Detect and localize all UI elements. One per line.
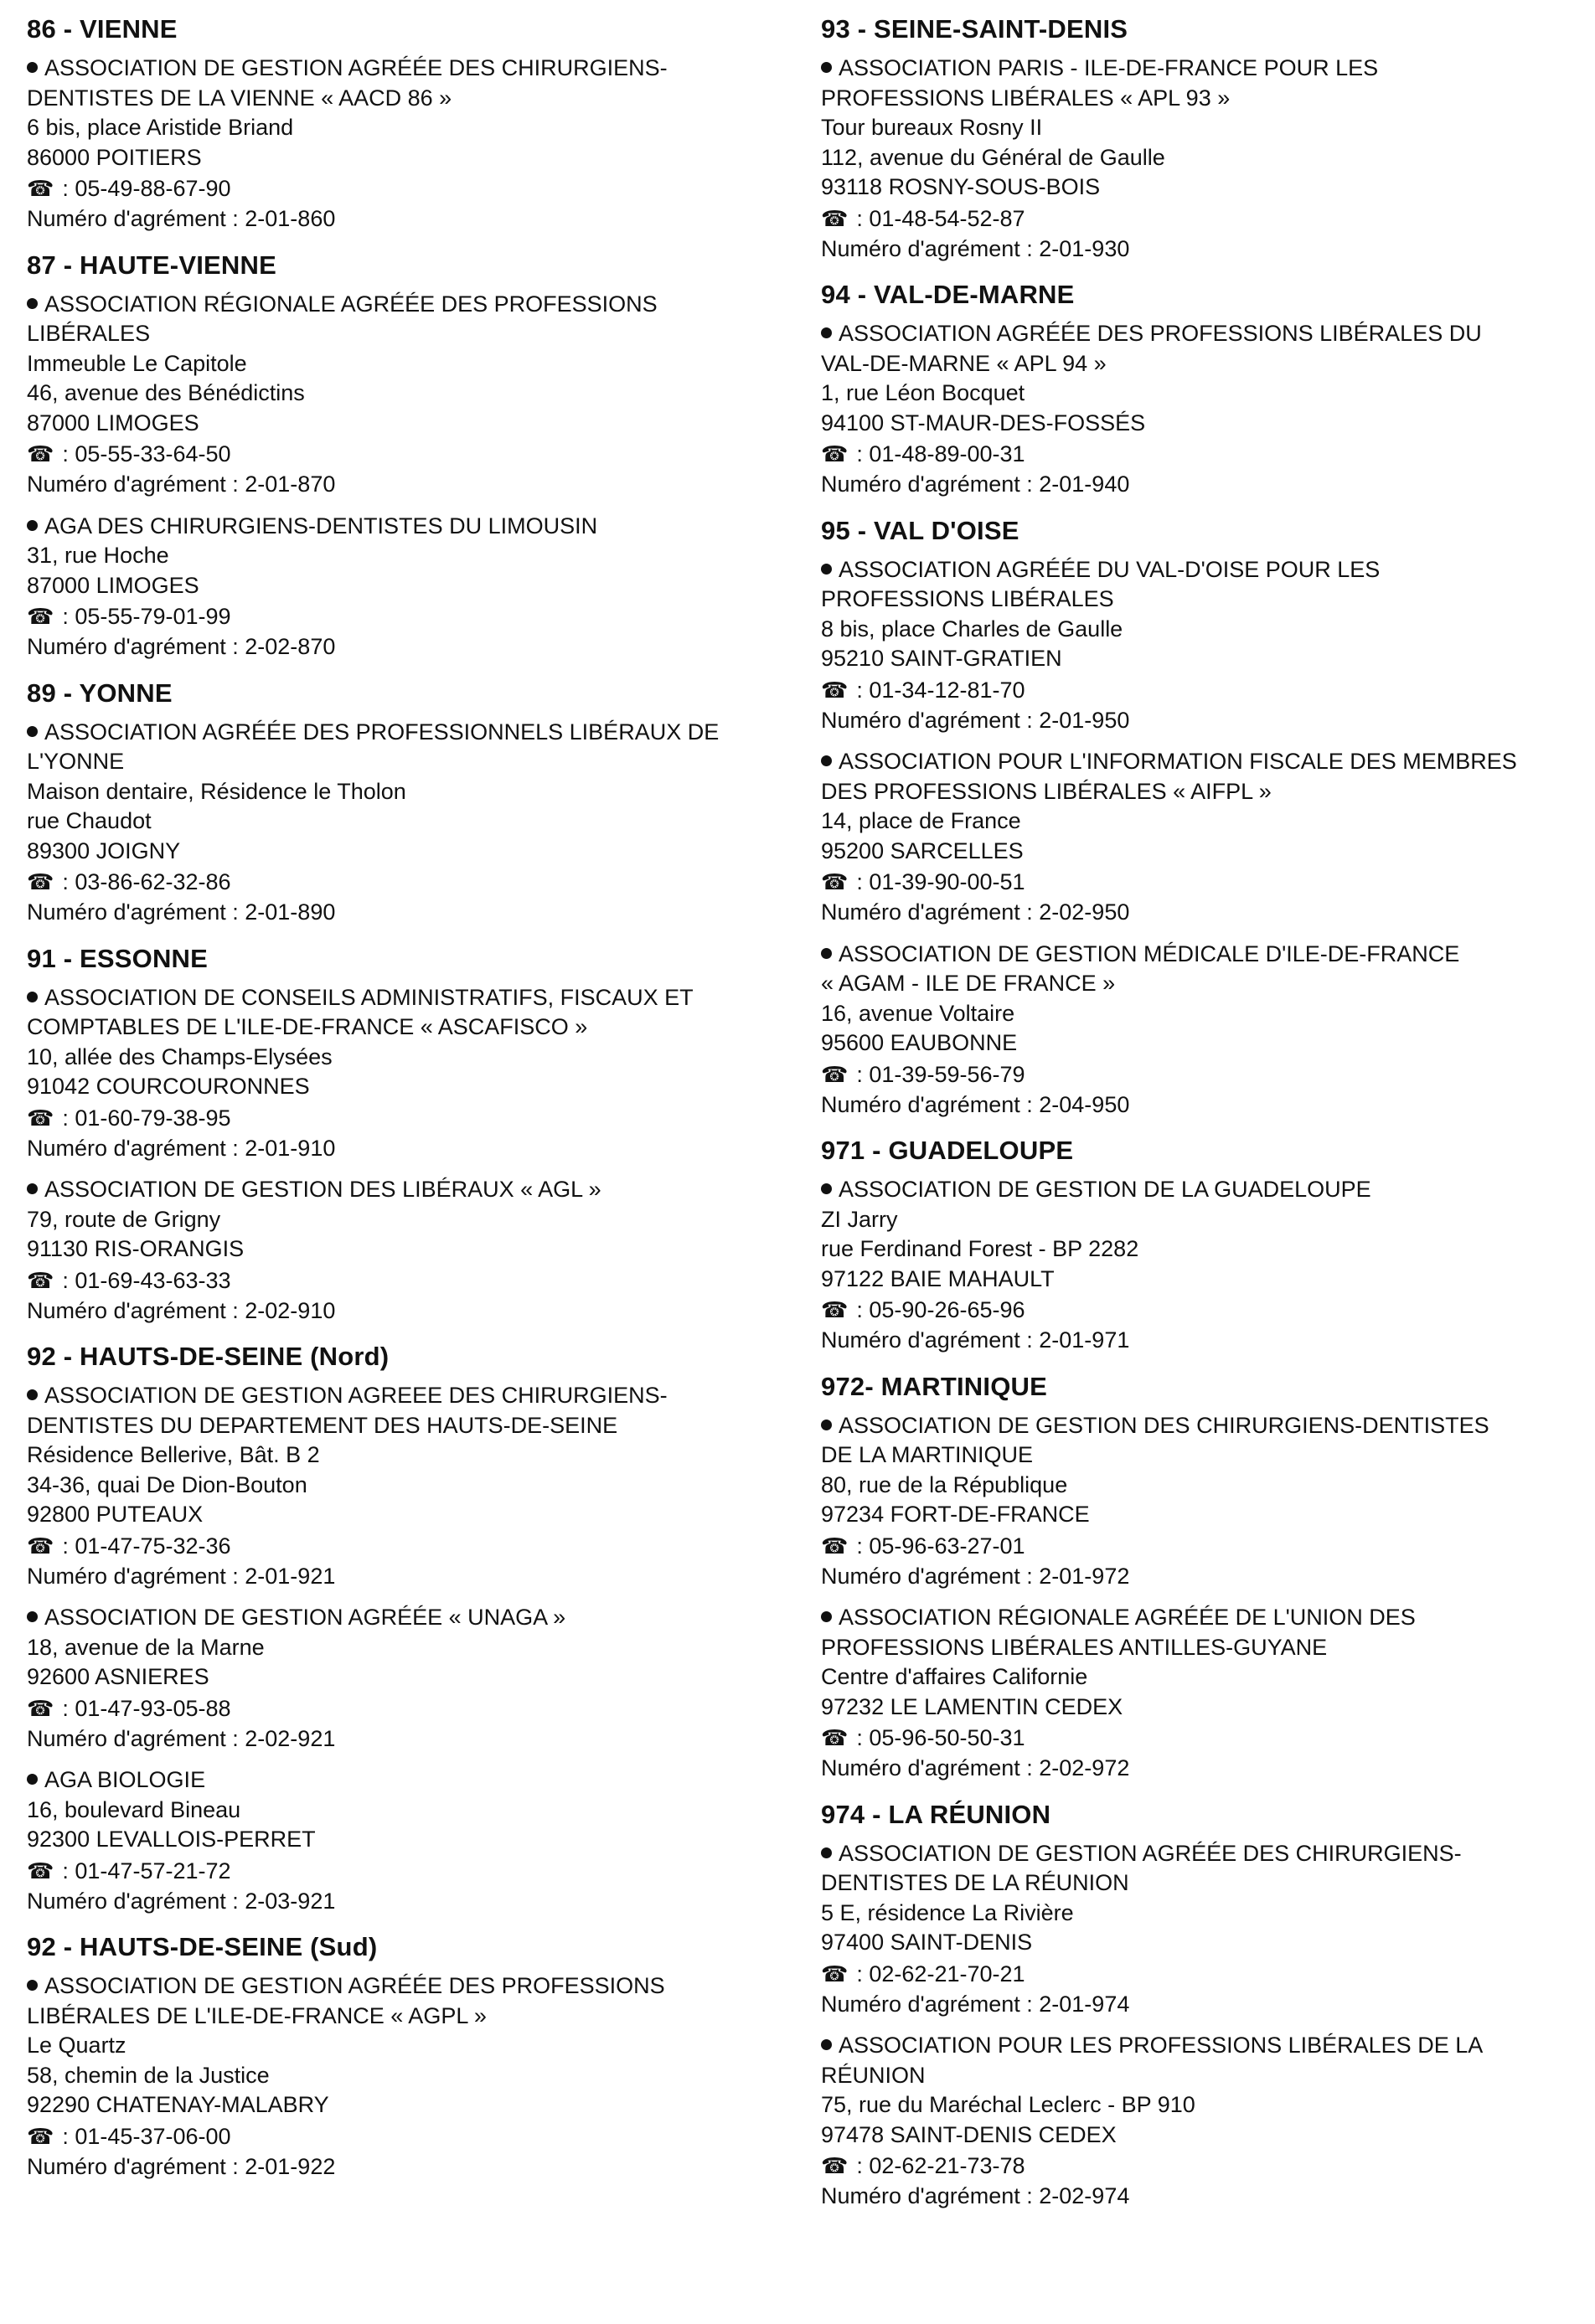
association-name-line (27, 512, 781, 542)
telephone-icon: ☎ (27, 1267, 54, 1293)
department-heading: 89 - YONNE (27, 678, 173, 708)
agrement-number: Numéro d'agrément : 2-01-950 (821, 707, 1130, 733)
address-line: 92800 PUTEAUX (27, 1502, 204, 1527)
address-line: Résidence Bellerive, Bât. B 2 (27, 1442, 320, 1467)
telephone-icon: ☎ (27, 441, 54, 466)
association-name-line (27, 1411, 781, 1441)
association-name-text: ASSOCIATION DE GESTION AGRÉÉE DES CHIRURGIENS- (839, 1840, 1462, 1866)
phone-line (27, 2120, 781, 2152)
association-name-text: ASSOCIATION POUR L'INFORMATION FISCALE DES MEMBRES (839, 749, 1517, 774)
telephone-icon: ☎ (821, 205, 849, 231)
association-name-text: DE LA MARTINIQUE (821, 1442, 1034, 1467)
association-name-text: ASSOCIATION AGRÉÉE DES PROFESSIONNELS LIBÉRAUX DE (44, 719, 720, 745)
address-line: 97478 SAINT-DENIS CEDEX (821, 2121, 1117, 2147)
telephone-icon: ☎ (821, 869, 849, 894)
association-name-text: ASSOCIATION DE GESTION AGRÉÉE « UNAGA » (44, 1605, 566, 1630)
department-section (27, 13, 781, 234)
department-section (821, 1135, 1575, 1356)
agrement-number: Numéro d'agrément : 2-02-921 (27, 1725, 336, 1751)
association-name-line (821, 349, 1575, 379)
agrement-number: Numéro d'agrément : 2-01-922 (27, 2153, 336, 2179)
phone-number: : 01-34-12-81-70 (856, 677, 1025, 703)
address-line: 46, avenue des Bénédictins (27, 380, 305, 405)
bullet-icon (27, 1774, 38, 1785)
address-line: 5 E, résidence La Rivière (821, 1899, 1074, 1925)
address-line: 97400 SAINT-DENIS (821, 1930, 1033, 1955)
phone-number: : 01-39-59-56-79 (856, 1061, 1025, 1087)
address-line: 92290 CHATENAY-MALABRY (27, 2092, 329, 2117)
phone-number: : 01-48-54-52-87 (856, 205, 1025, 231)
bullet-icon (821, 1611, 832, 1622)
agrement-number: Numéro d'agrément : 2-03-921 (27, 1888, 336, 1914)
association-name-line (27, 290, 781, 320)
association-name-line (27, 84, 781, 114)
association-name-text: ASSOCIATION DE GESTION DE LA GUADELOUPE (839, 1177, 1371, 1202)
association-name-text: ASSOCIATION DE GESTION DES LIBÉRAUX « AGL » (44, 1177, 601, 1202)
association-name-text: DENTISTES DE LA VIENNE « AACD 86 » (27, 85, 452, 111)
bullet-icon (821, 564, 832, 575)
phone-line (821, 1294, 1575, 1326)
association-name-line (27, 319, 781, 349)
phone-line (821, 2150, 1575, 2182)
phone-line (27, 866, 781, 898)
phone-number: : 01-45-37-06-00 (62, 2123, 231, 2149)
address-line: 87000 LIMOGES (27, 410, 199, 435)
association-entry (821, 1411, 1575, 1592)
address-line: 87000 LIMOGES (27, 572, 199, 598)
phone-line (27, 600, 781, 632)
agrement-number: Numéro d'agrément : 2-02-972 (821, 1755, 1130, 1780)
bullet-icon (27, 992, 38, 1002)
telephone-icon: ☎ (27, 176, 54, 201)
agrement-number: Numéro d'agrément : 2-01-860 (27, 206, 336, 231)
association-entry (821, 2031, 1575, 2212)
telephone-icon: ☎ (821, 1297, 849, 1322)
department-section (821, 1371, 1575, 1784)
address-line: 112, avenue du Général de Gaulle (821, 144, 1165, 170)
address-line: Maison dentaire, Résidence le Tholon (27, 778, 406, 804)
association-name-text: DENTISTES DE LA RÉUNION (821, 1870, 1129, 1895)
association-name-line (821, 747, 1575, 777)
association-name-line (821, 555, 1575, 585)
association-entry (27, 290, 781, 500)
telephone-icon: ☎ (27, 1105, 54, 1131)
address-line: 92600 ASNIERES (27, 1664, 209, 1689)
phone-line (821, 1530, 1575, 1562)
agrement-number: Numéro d'agrément : 2-01-921 (27, 1563, 336, 1589)
phone-number: : 05-49-88-67-90 (62, 176, 231, 201)
association-name-text: L'YONNE (27, 749, 125, 774)
association-name-text: COMPTABLES DE L'ILE-DE-FRANCE « ASCAFISCO » (27, 1014, 588, 1039)
phone-line (821, 866, 1575, 898)
telephone-icon: ☎ (27, 869, 54, 894)
association-name-text: ASSOCIATION DE CONSEILS ADMINISTRATIFS, FISCAUX ET (44, 984, 694, 1010)
telephone-icon: ☎ (27, 1533, 54, 1559)
association-name-text: VAL-DE-MARNE « APL 94 » (821, 350, 1107, 376)
phone-line (821, 1722, 1575, 1754)
department-heading: 87 - HAUTE-VIENNE (27, 250, 276, 280)
phone-line (27, 1855, 781, 1887)
phone-line (27, 438, 781, 470)
association-entry (27, 983, 781, 1164)
phone-number: : 05-55-79-01-99 (62, 604, 231, 629)
address-line: 97122 BAIE MAHAULT (821, 1265, 1055, 1291)
department-section (27, 1341, 781, 1916)
association-name-line (27, 983, 781, 1013)
association-name-text: LIBÉRALES DE L'ILE-DE-FRANCE « AGPL » (27, 2002, 487, 2028)
association-name-line (821, 1175, 1575, 1205)
address-line: Tour bureaux Rosny II (821, 115, 1043, 140)
telephone-icon: ☎ (821, 1961, 849, 1986)
phone-number: : 01-60-79-38-95 (62, 1105, 231, 1131)
agrement-number: Numéro d'agrément : 2-02-870 (27, 634, 336, 659)
phone-line (821, 438, 1575, 470)
phone-number: : 05-96-63-27-01 (856, 1533, 1025, 1559)
address-line: 79, route de Grigny (27, 1206, 221, 1232)
department-heading: 93 - SEINE-SAINT-DENIS (821, 14, 1128, 44)
bullet-icon (27, 726, 38, 737)
association-name-line (821, 2061, 1575, 2091)
address-line: 92300 LEVALLOIS-PERRET (27, 1827, 316, 1852)
telephone-icon: ☎ (27, 604, 54, 629)
association-name-text: PROFESSIONS LIBÉRALES (821, 586, 1114, 611)
association-name-text: ASSOCIATION AGRÉÉE DU VAL-D'OISE POUR LES (839, 556, 1381, 582)
association-entry (27, 54, 781, 234)
agrement-number: Numéro d'agrément : 2-01-910 (27, 1135, 336, 1161)
association-name-text: « AGAM - ILE DE FRANCE » (821, 971, 1116, 996)
association-entry (27, 1603, 781, 1754)
telephone-icon: ☎ (821, 1061, 849, 1087)
address-line: 97232 LE LAMENTIN CEDEX (821, 1693, 1123, 1719)
association-name-text: ASSOCIATION AGRÉÉE DES PROFESSIONS LIBÉRALES DU (839, 321, 1482, 346)
address-line: 58, chemin de la Justice (27, 2062, 270, 2088)
department-heading: 972- MARTINIQUE (821, 1371, 1047, 1401)
address-line: 93118 ROSNY-SOUS-BOIS (821, 174, 1101, 199)
bullet-icon (27, 298, 38, 309)
association-name-text: ASSOCIATION DE GESTION AGRÉÉE DES PROFESSIONS (44, 1973, 665, 1998)
association-entry (821, 1839, 1575, 2020)
address-line: 95200 SARCELLES (821, 837, 1024, 863)
association-entry (821, 319, 1575, 500)
telephone-icon: ☎ (821, 2153, 849, 2178)
address-line: Immeuble Le Capitole (27, 350, 247, 376)
telephone-icon: ☎ (821, 1725, 849, 1750)
department-heading: 971 - GUADELOUPE (821, 1136, 1074, 1165)
phone-line (27, 173, 781, 204)
association-name-text: ASSOCIATION DE GESTION DES CHIRURGIENS-DENTISTES (839, 1412, 1489, 1438)
association-entry (27, 1175, 781, 1326)
association-entry (27, 1381, 781, 1591)
association-name-line (821, 1633, 1575, 1663)
association-name-line (27, 2002, 781, 2032)
address-line: 8 bis, place Charles de Gaulle (821, 616, 1123, 642)
department-heading: 91 - ESSONNE (27, 943, 209, 973)
bullet-icon (821, 1420, 832, 1430)
address-line: Centre d'affaires Californie (821, 1664, 1088, 1689)
association-entry (821, 54, 1575, 264)
association-name-line (821, 1411, 1575, 1441)
association-name-text: DENTISTES DU DEPARTEMENT DES HAUTS-DE-SEINE (27, 1412, 618, 1438)
department-section (821, 515, 1575, 1121)
address-line: 14, place de France (821, 808, 1021, 833)
phone-line (27, 1693, 781, 1724)
address-line: 34-36, quai De Dion-Bouton (27, 1471, 307, 1497)
address-line: 31, rue Hoche (27, 543, 169, 568)
telephone-icon: ☎ (27, 1858, 54, 1883)
association-name-line (821, 84, 1575, 114)
phone-number: : 03-86-62-32-86 (62, 869, 231, 894)
phone-number: : 02-62-21-70-21 (856, 1961, 1025, 1986)
phone-number: : 01-47-93-05-88 (62, 1695, 231, 1721)
agrement-number: Numéro d'agrément : 2-02-910 (27, 1297, 336, 1323)
association-name-line (27, 1175, 781, 1205)
association-name-line (821, 319, 1575, 349)
bullet-icon (27, 1183, 38, 1194)
association-name-line (27, 1765, 781, 1796)
agrement-number: Numéro d'agrément : 2-02-950 (821, 899, 1130, 925)
association-name-text: DES PROFESSIONS LIBÉRALES « AIFPL » (821, 778, 1272, 804)
phone-line (27, 1265, 781, 1296)
association-name-line (821, 1440, 1575, 1471)
bullet-icon (27, 520, 38, 531)
association-name-line (821, 1839, 1575, 1869)
association-entry (821, 1175, 1575, 1356)
phone-number: : 05-90-26-65-96 (856, 1297, 1025, 1322)
phone-line (821, 203, 1575, 234)
bullet-icon (821, 1183, 832, 1194)
address-line: 95210 SAINT-GRATIEN (821, 646, 1062, 671)
association-name-line (821, 969, 1575, 999)
association-name-text: PROFESSIONS LIBÉRALES « APL 93 » (821, 85, 1231, 111)
association-name-text: ASSOCIATION PARIS - ILE-DE-FRANCE POUR LES (839, 55, 1379, 80)
address-line: rue Ferdinand Forest - BP 2282 (821, 1236, 1139, 1261)
association-name-line (821, 777, 1575, 807)
address-line: 97234 FORT-DE-FRANCE (821, 1502, 1090, 1527)
phone-number: : 02-62-21-73-78 (856, 2153, 1025, 2178)
association-name-line (821, 1603, 1575, 1633)
agrement-number: Numéro d'agrément : 2-01-940 (821, 471, 1130, 497)
department-section (821, 1799, 1575, 2212)
association-name-text: ASSOCIATION DE GESTION MÉDICALE D'ILE-DE-FRANCE (839, 940, 1460, 966)
bullet-icon (27, 62, 38, 73)
address-line: 95600 EAUBONNE (821, 1030, 1018, 1055)
department-section (27, 678, 781, 928)
association-entry (27, 1765, 781, 1916)
association-name-text: PROFESSIONS LIBÉRALES ANTILLES-GUYANE (821, 1634, 1328, 1660)
bullet-icon (821, 2039, 832, 2050)
phone-number: : 01-39-90-00-51 (856, 869, 1025, 894)
telephone-icon: ☎ (821, 441, 849, 466)
association-name-line (821, 940, 1575, 970)
department-heading: 94 - VAL-DE-MARNE (821, 280, 1075, 309)
association-name-text: AGA BIOLOGIE (44, 1767, 206, 1792)
association-entry (821, 555, 1575, 736)
address-line: 6 bis, place Aristide Briand (27, 115, 294, 140)
association-name-line (27, 1381, 781, 1411)
bullet-icon (821, 755, 832, 766)
address-line: 91130 RIS-ORANGIS (27, 1236, 245, 1261)
address-line: 94100 ST-MAUR-DES-FOSSÉS (821, 410, 1146, 435)
bullet-icon (821, 1847, 832, 1858)
association-name-line (27, 718, 781, 748)
left-column (27, 12, 781, 2197)
address-line: 18, avenue de la Marne (27, 1634, 265, 1660)
address-line: 16, avenue Voltaire (821, 1000, 1015, 1026)
association-entry (821, 940, 1575, 1121)
agrement-number: Numéro d'agrément : 2-04-950 (821, 1091, 1130, 1117)
address-line: 10, allée des Champs-Elysées (27, 1043, 333, 1069)
association-name-line (821, 2031, 1575, 2061)
association-name-line (821, 54, 1575, 84)
bullet-icon (821, 948, 832, 959)
association-name-text: ASSOCIATION DE GESTION AGRÉÉE DES CHIRURGIENS- (44, 55, 668, 80)
association-entry (27, 1971, 781, 2182)
association-name-text: ASSOCIATION POUR LES PROFESSIONS LIBÉRALES DE LA (839, 2033, 1484, 2058)
bullet-icon (27, 1611, 38, 1622)
phone-number: : 01-47-57-21-72 (62, 1858, 231, 1883)
address-line: 86000 POITIERS (27, 144, 202, 170)
phone-number: : 01-48-89-00-31 (856, 441, 1025, 466)
telephone-icon: ☎ (27, 2123, 54, 2149)
department-section (27, 1931, 781, 2182)
agrement-number: Numéro d'agrément : 2-02-974 (821, 2183, 1130, 2208)
association-name-text: ASSOCIATION DE GESTION AGREEE DES CHIRURGIENS- (44, 1383, 668, 1408)
bullet-icon (821, 62, 832, 73)
agrement-number: Numéro d'agrément : 2-01-972 (821, 1563, 1130, 1589)
phone-line (27, 1102, 781, 1134)
association-entry (27, 718, 781, 928)
phone-number: : 01-47-75-32-36 (62, 1533, 231, 1559)
association-name-line (27, 1603, 781, 1633)
phone-number: : 01-69-43-63-33 (62, 1267, 231, 1293)
address-line: 16, boulevard Bineau (27, 1796, 241, 1822)
association-name-text: ASSOCIATION RÉGIONALE AGRÉÉE DE L'UNION DES (839, 1605, 1416, 1630)
department-section (27, 250, 781, 662)
address-line: Le Quartz (27, 2033, 126, 2058)
association-entry (821, 747, 1575, 928)
association-name-line (821, 585, 1575, 615)
department-heading: 92 - HAUTS-DE-SEINE (Sud) (27, 1932, 378, 1961)
association-entry (821, 1603, 1575, 1784)
telephone-icon: ☎ (821, 1533, 849, 1559)
association-name-text: RÉUNION (821, 2062, 926, 2088)
address-line: 75, rue du Maréchal Leclerc - BP 910 (821, 2092, 1195, 2117)
agrement-number: Numéro d'agrément : 2-01-870 (27, 471, 336, 497)
association-name-line (27, 1013, 781, 1043)
phone-line (821, 1059, 1575, 1090)
association-name-line (27, 1971, 781, 2002)
phone-line (821, 674, 1575, 706)
department-section (821, 13, 1575, 264)
agrement-number: Numéro d'agrément : 2-01-974 (821, 1991, 1130, 2017)
department-heading: 974 - LA RÉUNION (821, 1799, 1051, 1829)
telephone-icon: ☎ (821, 677, 849, 703)
phone-number: : 05-55-33-64-50 (62, 441, 231, 466)
phone-number: : 05-96-50-50-31 (856, 1725, 1025, 1750)
department-heading: 86 - VIENNE (27, 14, 178, 44)
bullet-icon (821, 327, 832, 338)
association-name-line (27, 54, 781, 84)
association-name-text: AGA DES CHIRURGIENS-DENTISTES DU LIMOUSIN (44, 513, 598, 538)
right-column (821, 12, 1575, 2227)
association-name-line (27, 747, 781, 777)
department-section (821, 279, 1575, 500)
department-heading: 95 - VAL D'OISE (821, 515, 1019, 545)
association-name-text: ASSOCIATION RÉGIONALE AGRÉÉE DES PROFESSIONS (44, 291, 658, 317)
phone-line (821, 1958, 1575, 1990)
address-line: 91042 COURCOURONNES (27, 1074, 310, 1099)
association-name-line (821, 1868, 1575, 1899)
telephone-icon: ☎ (27, 1695, 54, 1721)
bullet-icon (27, 1980, 38, 1991)
address-line: 89300 JOIGNY (27, 837, 181, 863)
association-entry (27, 512, 781, 662)
agrement-number: Numéro d'agrément : 2-01-971 (821, 1327, 1130, 1353)
department-section (27, 943, 781, 1327)
agrement-number: Numéro d'agrément : 2-01-930 (821, 235, 1130, 261)
department-heading: 92 - HAUTS-DE-SEINE (Nord) (27, 1342, 390, 1371)
address-line: rue Chaudot (27, 808, 152, 833)
address-line: 1, rue Léon Bocquet (821, 380, 1025, 405)
bullet-icon (27, 1389, 38, 1400)
association-name-text: LIBÉRALES (27, 321, 151, 346)
address-line: 80, rue de la République (821, 1471, 1068, 1497)
phone-line (27, 1530, 781, 1562)
address-line: ZI Jarry (821, 1206, 898, 1232)
agrement-number: Numéro d'agrément : 2-01-890 (27, 899, 336, 925)
